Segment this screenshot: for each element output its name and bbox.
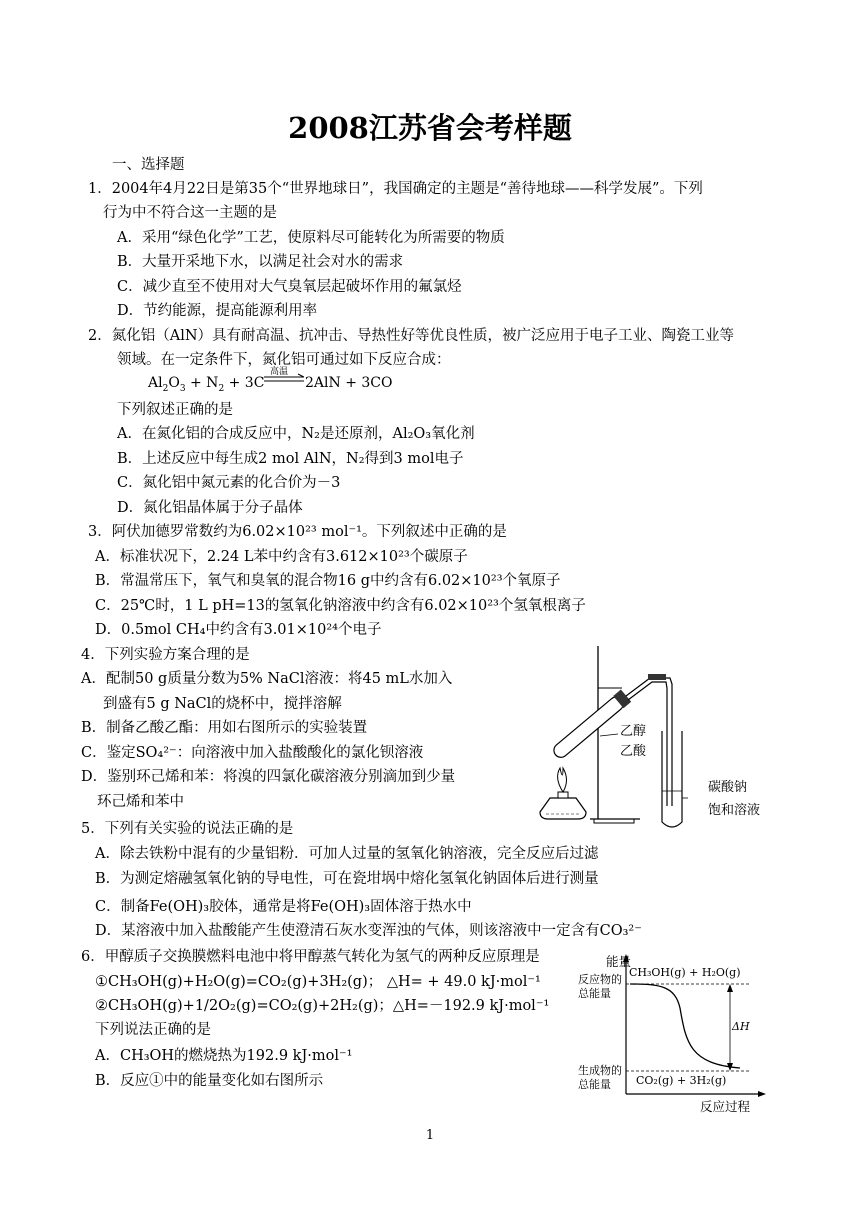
- q2-stem-line1: 2．氮化铝（AlN）具有耐高温、抗冲击、导热性好等优良性质，被广泛应用于电子工业、陶瓷工业等: [88, 328, 735, 344]
- q5-option-d: D．某溶液中加入盐酸能产生使澄清石灰水变浑浊的气体，则该溶液中一定含有CO₃²⁻: [95, 923, 642, 939]
- q2-option-c: C．氮化铝中氮元素的化合价为－3: [117, 475, 341, 491]
- q5-option-a: A．除去铁粉中混有的少量铝粉．可加人过量的氢氧化钠溶液，完全反应后过滤: [95, 846, 599, 862]
- q2-equation-right: 2AlN + 3CO: [305, 375, 393, 391]
- q3-option-c: C．25℃时，1 L pH=13的氢氧化钠溶液中约含有6.02×10²³个氢氧根离子: [95, 598, 586, 614]
- q2-equation: $Al_2O_3 + N_2 + 3C$: [148, 375, 265, 394]
- q1-option-a: A．采用“绿色化学”工艺，使原料尽可能转化为所需要的物质: [117, 230, 505, 246]
- q6-option-a: A．CH₃OH的燃烧热为192.9 kJ·mol⁻¹: [95, 1048, 353, 1064]
- q3-stem: 3．阿伏加德罗常数约为6.02×10²³ mol⁻¹。下列叙述中正确的是: [88, 524, 507, 540]
- q6-prompt: 下列说法正确的是: [95, 1022, 211, 1038]
- product-formula: CO₂(g) + 3H₂(g): [636, 1074, 727, 1087]
- reaction-progress-axis-label: 反应过程: [700, 1099, 751, 1114]
- q3-option-a: A．标准状况下，2.24 L苯中约含有3.612×10²³个碳原子: [95, 549, 468, 565]
- reactant-energy-label-2: 总能量: [578, 987, 611, 1000]
- delta-h-label: ΔH: [732, 1020, 750, 1033]
- section-heading: 一、选择题: [112, 157, 185, 173]
- q6-stem: 6．甲醇质子交换膜燃料电池中将甲醇蒸气转化为氢气的两种反应原理是: [81, 949, 540, 965]
- double-arrow-icon: [264, 364, 304, 390]
- label-saturated-solution: 饱和溶液: [708, 803, 761, 818]
- q4-stem: 4．下列实验方案合理的是: [81, 647, 250, 663]
- q4-option-a-line2: 到盛有5 g NaCl的烧杯中，搅拌溶解: [103, 696, 342, 712]
- q1-stem-line1: 1．2004年4月22日是第35个“世界地球日”，我国确定的主题是“善待地球——科学发展”。下列: [88, 181, 703, 197]
- q2-stem-line2: 领域。在一定条件下，氮化铝可通过如下反应合成：: [117, 352, 451, 368]
- q5-stem: 5．下列有关实验的说法正确的是: [81, 821, 294, 837]
- energy-axis-label: 能量: [606, 954, 632, 969]
- label-sodium-carbonate: 碳酸钠: [708, 780, 748, 795]
- reactant-energy-label-1: 反应物的: [578, 973, 622, 986]
- q1-option-b: B．大量开采地下水，以满足社会对水的需求: [117, 254, 404, 270]
- q6-reaction-2: ②CH₃OH(g)+1/2O₂(g)=CO₂(g)+2H₂(g)；△H=－192.9 kJ·mol⁻¹: [95, 998, 550, 1014]
- page-title: 2008江苏省会考样题: [288, 111, 572, 145]
- q4-option-c: C．鉴定SO₄²⁻：向溶液中加入盐酸酸化的氯化钡溶液: [81, 745, 424, 761]
- reactant-formula: CH₃OH(g) + H₂O(g): [629, 966, 741, 979]
- label-ethanol: 乙醇: [620, 724, 647, 739]
- q2-option-a: A．在氮化铝的合成反应中，N₂是还原剂，Al₂O₃氧化剂: [117, 426, 475, 442]
- q3-option-b: B．常温常压下，氧气和臭氧的混合物16 g中约含有6.02×10²³个氧原子: [95, 573, 561, 589]
- q6-reaction-1: ①CH₃OH(g)+H₂O(g)=CO₂(g)+3H₂(g)； △H= + 49.0 kJ·mol⁻¹: [95, 974, 541, 990]
- product-energy-label-2: 总能量: [578, 1078, 611, 1091]
- q3-option-d: D．0.5mol CH₄中约含有3.01×10²⁴个电子: [95, 622, 382, 638]
- q4-option-d-line2: 环己烯和苯中: [97, 794, 184, 810]
- page-number: 1: [425, 1128, 435, 1143]
- reaction-condition: 高温: [270, 367, 289, 377]
- q1-stem-line2: 行为中不符合这一主题的是: [103, 205, 277, 221]
- q4-option-b: B．制备乙酸乙酯：用如右图所示的实验装置: [81, 720, 368, 736]
- reaction-arrow: [264, 364, 304, 390]
- product-energy-label-1: 生成物的: [578, 1064, 622, 1077]
- q2-option-b: B．上述反应中每生成2 mol AlN，N₂得到3 mol电子: [117, 451, 464, 467]
- q1-option-c: C．减少直至不使用对大气臭氧层起破坏作用的氟氯烃: [117, 279, 462, 295]
- q1-option-d: D．节约能源，提高能源利用率: [117, 303, 318, 319]
- q2-option-d: D．氮化铝晶体属于分子晶体: [117, 500, 303, 516]
- q2-prompt: 下列叙述正确的是: [117, 402, 233, 418]
- q6-option-b: B．反应①中的能量变化如右图所示: [95, 1073, 324, 1089]
- q4-option-d-line1: D．鉴别环己烯和苯：将溴的四氯化碳溶液分别滴加到少量: [81, 769, 456, 785]
- q5-option-b: B．为测定熔融氢氧化钠的导电性，可在瓷坩埚中熔化氢氧化钠固体后进行测量: [95, 871, 599, 887]
- q4-option-a-line1: A．配制50 g质量分数为5% NaCl溶液：将45 mL水加入: [81, 671, 453, 687]
- label-acetic-acid: 乙酸: [620, 744, 647, 759]
- q5-option-c: C．制备Fe(OH)₃胶体，通常是将Fe(OH)₃固体溶于热水中: [95, 899, 472, 915]
